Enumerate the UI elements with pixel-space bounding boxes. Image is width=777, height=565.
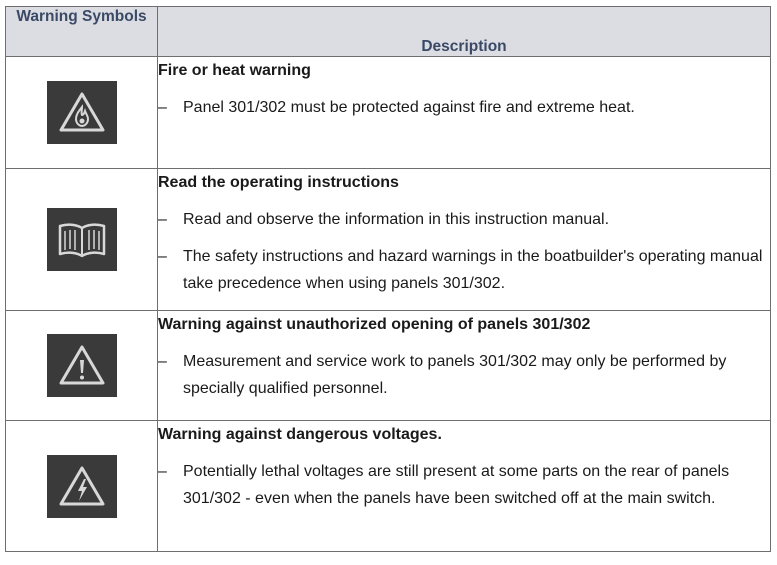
symbol-cell xyxy=(6,421,158,552)
list-item xyxy=(158,206,770,233)
table-row xyxy=(6,421,771,552)
warning-title: Fire or heat warning xyxy=(158,62,311,79)
item-text: Read and observe the information in this instruction manual. xyxy=(183,211,610,228)
symbol-cell xyxy=(6,311,158,421)
table-row xyxy=(6,311,771,421)
item-text: Measurement and service work to panels 301/302 may only be performed by specially qualified personnel. xyxy=(183,353,727,397)
table-row xyxy=(6,57,771,169)
dash-bullet: – xyxy=(158,463,167,480)
symbol-cell xyxy=(6,169,158,311)
fire-warning-icon xyxy=(47,81,117,144)
dash-bullet: – xyxy=(158,248,167,265)
item-text: Panel 301/302 must be protected against fire and extreme heat. xyxy=(183,99,635,116)
list-item xyxy=(158,348,770,402)
dash-bullet: – xyxy=(158,353,167,370)
header-warning-symbols: Warning Symbols xyxy=(6,7,158,57)
warning-symbols-table xyxy=(5,6,771,552)
list-item xyxy=(158,243,770,297)
table-row xyxy=(6,169,771,311)
item-text: Potentially lethal voltages are still present at some parts on the rear of panels 301/302 - even when the panels have been switched off at the main switch. xyxy=(183,463,730,507)
exclamation-warning-icon xyxy=(47,334,117,397)
dash-bullet: – xyxy=(158,99,167,116)
book-icon xyxy=(47,208,117,271)
warning-title: Warning against unauthorized opening of panels 301/302 xyxy=(158,316,591,333)
description-cell xyxy=(158,311,771,421)
header-description: Description xyxy=(158,7,771,57)
description-cell xyxy=(158,57,771,169)
description-cell xyxy=(158,421,771,552)
list-item xyxy=(158,94,770,121)
list-item xyxy=(158,458,770,512)
warning-title: Warning against dangerous voltages. xyxy=(158,426,442,443)
dash-bullet: – xyxy=(158,211,167,228)
description-cell xyxy=(158,169,771,311)
item-text: The safety instructions and hazard warnings in the boatbuilder's operating manual take precedence when using panels 301/302. xyxy=(183,248,763,292)
table-header-row xyxy=(6,7,771,57)
warning-title: Read the operating instructions xyxy=(158,174,399,191)
high-voltage-icon xyxy=(47,455,117,518)
symbol-cell xyxy=(6,57,158,169)
